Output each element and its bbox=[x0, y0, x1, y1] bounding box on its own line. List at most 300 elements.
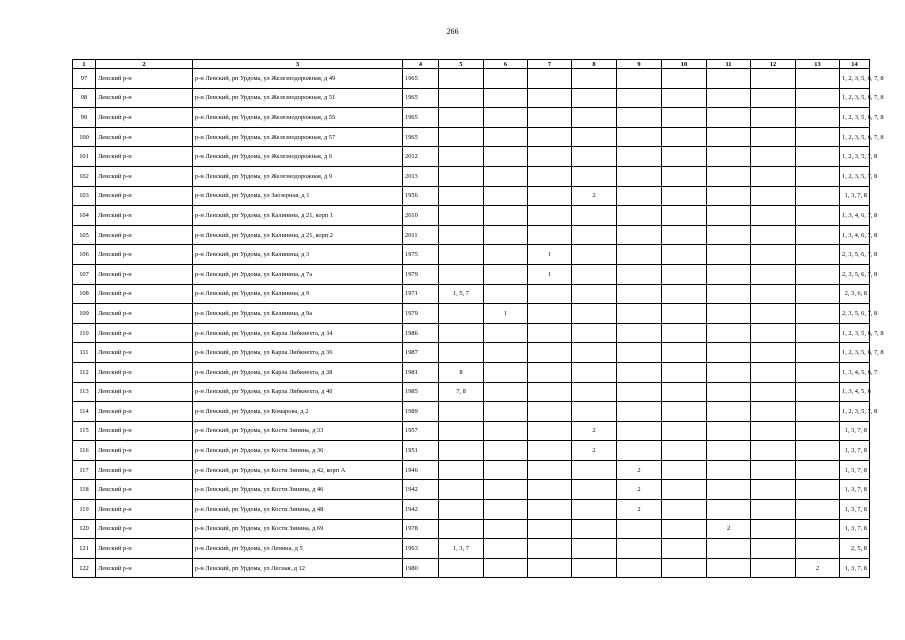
cell-col-5 bbox=[439, 245, 484, 265]
cell-col-12 bbox=[751, 343, 796, 363]
cell-col-10 bbox=[662, 500, 707, 520]
cell-col-11 bbox=[707, 264, 751, 284]
cell-col-7 bbox=[528, 186, 572, 206]
cell-district: Ленский р-н bbox=[96, 147, 193, 167]
column-header-9: 9 bbox=[617, 60, 662, 69]
cell-col-10 bbox=[662, 225, 707, 245]
cell-col-10 bbox=[662, 88, 707, 108]
cell-col-12 bbox=[751, 225, 796, 245]
table-row bbox=[73, 108, 870, 128]
cell-col-5 bbox=[439, 166, 484, 186]
cell-col-5 bbox=[439, 147, 484, 167]
cell-address: р-н Ленский, рп Урдома, ул Калинина, д 9а bbox=[193, 304, 403, 324]
cell-col-11 bbox=[707, 460, 751, 480]
cell-district: Ленский р-н bbox=[96, 323, 193, 343]
cell-district: Ленский р-н bbox=[96, 480, 193, 500]
table-row bbox=[73, 284, 870, 304]
header-row bbox=[73, 60, 870, 69]
cell-col-8 bbox=[572, 539, 617, 559]
cell-col-13 bbox=[796, 88, 840, 108]
cell-col-12 bbox=[751, 500, 796, 520]
cell-build-year: 1963 bbox=[403, 539, 439, 559]
cell-row-number: 115 bbox=[73, 421, 96, 441]
cell-col-6 bbox=[484, 147, 528, 167]
cell-col-5 bbox=[439, 558, 484, 578]
cell-col-6 bbox=[484, 539, 528, 559]
cell-col-10 bbox=[662, 441, 707, 461]
cell-row-number: 108 bbox=[73, 284, 96, 304]
cell-col-12 bbox=[751, 147, 796, 167]
cell-col-11 bbox=[707, 225, 751, 245]
cell-col-7 bbox=[528, 362, 572, 382]
cell-col-6 bbox=[484, 402, 528, 422]
cell-col-8 bbox=[572, 225, 617, 245]
cell-row-number: 111 bbox=[73, 343, 96, 363]
cell-col-7 bbox=[528, 166, 572, 186]
cell-col-12 bbox=[751, 284, 796, 304]
cell-col-7: 1 bbox=[528, 245, 572, 265]
cell-col-5 bbox=[439, 519, 484, 539]
cell-col-8 bbox=[572, 343, 617, 363]
cell-col-8 bbox=[572, 480, 617, 500]
cell-col-13 bbox=[796, 480, 840, 500]
cell-address: р-н Ленский, рп Урдома, ул Калинина, д 7а bbox=[193, 264, 403, 284]
cell-col-5 bbox=[439, 323, 484, 343]
table-row bbox=[73, 421, 870, 441]
cell-col-6 bbox=[484, 500, 528, 520]
cell-address: р-н Ленский, рп Урдома, ул Кости Зинина, д 69 bbox=[193, 519, 403, 539]
cell-col-5: 1, 5, 7 bbox=[439, 284, 484, 304]
cell-col-6 bbox=[484, 519, 528, 539]
cell-row-number: 104 bbox=[73, 206, 96, 226]
table-row bbox=[73, 500, 870, 520]
cell-address: р-н Ленский, рп Урдома, ул Калинина, д 9 bbox=[193, 284, 403, 304]
cell-build-year: 1951 bbox=[403, 441, 439, 461]
cell-col-13 bbox=[796, 519, 840, 539]
cell-col-8: 2 bbox=[572, 441, 617, 461]
table-row bbox=[73, 166, 870, 186]
cell-col-13 bbox=[796, 441, 840, 461]
cell-district: Ленский р-н bbox=[96, 88, 193, 108]
cell-col-14: 1, 2, 3, 5, 6, 7, 8 bbox=[840, 88, 870, 108]
cell-col-9 bbox=[617, 304, 662, 324]
cell-col-6 bbox=[484, 421, 528, 441]
cell-col-14: 1, 3, 7, 8 bbox=[840, 441, 870, 461]
cell-col-8 bbox=[572, 127, 617, 147]
table-row bbox=[73, 382, 870, 402]
cell-row-number: 100 bbox=[73, 127, 96, 147]
cell-col-6 bbox=[484, 460, 528, 480]
cell-col-13 bbox=[796, 284, 840, 304]
column-header-14: 14 bbox=[840, 60, 870, 69]
cell-col-6 bbox=[484, 166, 528, 186]
cell-col-9 bbox=[617, 186, 662, 206]
cell-col-9 bbox=[617, 421, 662, 441]
cell-col-8 bbox=[572, 206, 617, 226]
cell-district: Ленский р-н bbox=[96, 421, 193, 441]
cell-col-11: 2 bbox=[707, 519, 751, 539]
table-row bbox=[73, 539, 870, 559]
cell-district: Ленский р-н bbox=[96, 166, 193, 186]
cell-row-number: 97 bbox=[73, 69, 96, 89]
cell-col-6 bbox=[484, 225, 528, 245]
cell-col-9 bbox=[617, 147, 662, 167]
cell-build-year: 1989 bbox=[403, 402, 439, 422]
cell-col-7 bbox=[528, 441, 572, 461]
cell-col-14: 2, 3, 6, 8 bbox=[840, 284, 870, 304]
cell-col-13 bbox=[796, 166, 840, 186]
column-header-12: 12 bbox=[751, 60, 796, 69]
cell-col-11 bbox=[707, 304, 751, 324]
cell-col-13 bbox=[796, 245, 840, 265]
cell-row-number: 106 bbox=[73, 245, 96, 265]
cell-col-7 bbox=[528, 88, 572, 108]
cell-col-10 bbox=[662, 284, 707, 304]
cell-address: р-н Ленский, рп Урдома, ул Калинина, д 21, корп 2 bbox=[193, 225, 403, 245]
cell-col-6 bbox=[484, 206, 528, 226]
cell-row-number: 110 bbox=[73, 323, 96, 343]
cell-col-10 bbox=[662, 519, 707, 539]
cell-col-10 bbox=[662, 402, 707, 422]
cell-col-9 bbox=[617, 225, 662, 245]
cell-district: Ленский р-н bbox=[96, 539, 193, 559]
cell-col-12 bbox=[751, 323, 796, 343]
cell-col-11 bbox=[707, 88, 751, 108]
cell-address: р-н Ленский, рп Урдома, ул Кости Зинина, д 48 bbox=[193, 500, 403, 520]
cell-col-9 bbox=[617, 362, 662, 382]
cell-col-5 bbox=[439, 343, 484, 363]
cell-row-number: 99 bbox=[73, 108, 96, 128]
cell-col-9 bbox=[617, 264, 662, 284]
cell-col-14: 1, 3, 4, 6, 7, 8 bbox=[840, 206, 870, 226]
cell-col-13 bbox=[796, 304, 840, 324]
column-header-3: 3 bbox=[193, 60, 403, 69]
page-number: 266 bbox=[446, 27, 459, 36]
column-header-2: 2 bbox=[96, 60, 193, 69]
cell-district: Ленский р-н bbox=[96, 304, 193, 324]
cell-address: р-н Ленский, рп Урдома, ул Железнодорожная, д 55 bbox=[193, 108, 403, 128]
cell-col-9 bbox=[617, 88, 662, 108]
cell-col-7 bbox=[528, 382, 572, 402]
cell-address: р-н Ленский, рп Урдома, ул Железнодорожная, д 9 bbox=[193, 166, 403, 186]
cell-col-14: 1, 3, 4, 6, 7, 8 bbox=[840, 225, 870, 245]
cell-col-13 bbox=[796, 225, 840, 245]
cell-col-11 bbox=[707, 362, 751, 382]
table-row bbox=[73, 441, 870, 461]
column-header-13: 13 bbox=[796, 60, 840, 69]
cell-district: Ленский р-н bbox=[96, 186, 193, 206]
cell-col-6 bbox=[484, 343, 528, 363]
table-header bbox=[73, 60, 870, 69]
cell-build-year: 1981 bbox=[403, 362, 439, 382]
cell-col-8 bbox=[572, 558, 617, 578]
cell-address: р-н Ленский, рп Урдома, ул Железнодорожная, д 57 bbox=[193, 127, 403, 147]
cell-col-5 bbox=[439, 88, 484, 108]
column-header-11: 11 bbox=[707, 60, 751, 69]
cell-build-year: 1965 bbox=[403, 108, 439, 128]
table-row bbox=[73, 127, 870, 147]
cell-col-7 bbox=[528, 225, 572, 245]
cell-build-year: 1957 bbox=[403, 421, 439, 441]
cell-build-year: 2011 bbox=[403, 225, 439, 245]
cell-col-14: 2, 3, 5, 6, 7, 8 bbox=[840, 304, 870, 324]
cell-col-8 bbox=[572, 245, 617, 265]
cell-col-14: 1, 2, 3, 5, 7, 8 bbox=[840, 147, 870, 167]
cell-col-14: 1, 3, 4, 5, 6, 7 bbox=[840, 362, 870, 382]
cell-col-10 bbox=[662, 304, 707, 324]
cell-col-9: 2 bbox=[617, 460, 662, 480]
cell-col-11 bbox=[707, 206, 751, 226]
table-row bbox=[73, 402, 870, 422]
cell-col-5: 8 bbox=[439, 362, 484, 382]
cell-col-7 bbox=[528, 284, 572, 304]
cell-district: Ленский р-н bbox=[96, 519, 193, 539]
cell-col-9 bbox=[617, 343, 662, 363]
cell-col-10 bbox=[662, 127, 707, 147]
cell-col-8 bbox=[572, 500, 617, 520]
cell-col-9 bbox=[617, 284, 662, 304]
cell-col-6 bbox=[484, 480, 528, 500]
cell-build-year: 1975 bbox=[403, 245, 439, 265]
cell-col-12 bbox=[751, 127, 796, 147]
cell-col-13 bbox=[796, 539, 840, 559]
cell-col-13 bbox=[796, 323, 840, 343]
cell-row-number: 103 bbox=[73, 186, 96, 206]
cell-col-12 bbox=[751, 88, 796, 108]
column-header-8: 8 bbox=[572, 60, 617, 69]
cell-col-11 bbox=[707, 166, 751, 186]
cell-address: р-н Ленский, рп Урдома, ул Кости Зинина, д 33 bbox=[193, 421, 403, 441]
cell-col-7 bbox=[528, 421, 572, 441]
cell-col-14: 2, 3, 5, 6, 7, 8 bbox=[840, 245, 870, 265]
table-row bbox=[73, 206, 870, 226]
cell-col-5 bbox=[439, 304, 484, 324]
cell-col-11 bbox=[707, 108, 751, 128]
cell-col-7 bbox=[528, 147, 572, 167]
table-row bbox=[73, 69, 870, 89]
cell-col-9 bbox=[617, 69, 662, 89]
table-row bbox=[73, 480, 870, 500]
cell-col-8 bbox=[572, 304, 617, 324]
cell-col-13 bbox=[796, 362, 840, 382]
cell-row-number: 107 bbox=[73, 264, 96, 284]
column-header-6: 6 bbox=[484, 60, 528, 69]
cell-col-10 bbox=[662, 166, 707, 186]
cell-address: р-н Ленский, рп Урдома, ул Карла Либкнехта, д 40 bbox=[193, 382, 403, 402]
cell-col-9 bbox=[617, 245, 662, 265]
cell-district: Ленский р-н bbox=[96, 225, 193, 245]
cell-build-year: 2013 bbox=[403, 166, 439, 186]
cell-col-8 bbox=[572, 460, 617, 480]
cell-col-11 bbox=[707, 558, 751, 578]
cell-district: Ленский р-н bbox=[96, 108, 193, 128]
cell-col-8 bbox=[572, 519, 617, 539]
cell-col-11 bbox=[707, 500, 751, 520]
cell-col-11 bbox=[707, 245, 751, 265]
cell-address: р-н Ленский, рп Урдома, ул Железнодорожная, д 6 bbox=[193, 147, 403, 167]
cell-col-10 bbox=[662, 362, 707, 382]
table-row bbox=[73, 264, 870, 284]
cell-col-10 bbox=[662, 264, 707, 284]
cell-col-12 bbox=[751, 69, 796, 89]
cell-col-7 bbox=[528, 480, 572, 500]
cell-col-14: 1, 2, 3, 5, 7, 8 bbox=[840, 166, 870, 186]
cell-col-11 bbox=[707, 69, 751, 89]
table-row bbox=[73, 225, 870, 245]
cell-col-11 bbox=[707, 402, 751, 422]
cell-col-10 bbox=[662, 245, 707, 265]
cell-build-year: 1987 bbox=[403, 343, 439, 363]
cell-col-6 bbox=[484, 284, 528, 304]
cell-col-12 bbox=[751, 460, 796, 480]
cell-col-11 bbox=[707, 186, 751, 206]
cell-col-9 bbox=[617, 382, 662, 402]
cell-col-7 bbox=[528, 206, 572, 226]
column-header-7: 7 bbox=[528, 60, 572, 69]
cell-col-13 bbox=[796, 402, 840, 422]
cell-col-10 bbox=[662, 323, 707, 343]
cell-col-6 bbox=[484, 264, 528, 284]
cell-col-13 bbox=[796, 127, 840, 147]
cell-district: Ленский р-н bbox=[96, 69, 193, 89]
table-row bbox=[73, 460, 870, 480]
cell-col-12 bbox=[751, 186, 796, 206]
cell-col-7 bbox=[528, 343, 572, 363]
cell-col-11 bbox=[707, 539, 751, 559]
cell-build-year: 1978 bbox=[403, 519, 439, 539]
cell-col-5 bbox=[439, 480, 484, 500]
cell-col-7 bbox=[528, 500, 572, 520]
cell-row-number: 112 bbox=[73, 362, 96, 382]
cell-col-14: 1, 2, 3, 5, 6, 7, 8 bbox=[840, 69, 870, 89]
cell-address: р-н Ленский, рп Урдома, ул Кости Зинина, д 42, корп А bbox=[193, 460, 403, 480]
cell-col-13 bbox=[796, 500, 840, 520]
cell-col-8 bbox=[572, 69, 617, 89]
cell-col-12 bbox=[751, 304, 796, 324]
cell-district: Ленский р-н bbox=[96, 343, 193, 363]
cell-address: р-н Ленский, рп Урдома, ул Лесная, д 12 bbox=[193, 558, 403, 578]
cell-col-11 bbox=[707, 127, 751, 147]
cell-col-13 bbox=[796, 206, 840, 226]
cell-row-number: 118 bbox=[73, 480, 96, 500]
cell-col-13 bbox=[796, 421, 840, 441]
cell-district: Ленский р-н bbox=[96, 264, 193, 284]
cell-build-year: 1986 bbox=[403, 323, 439, 343]
cell-district: Ленский р-н bbox=[96, 558, 193, 578]
table-row bbox=[73, 343, 870, 363]
cell-build-year: 1985 bbox=[403, 382, 439, 402]
cell-col-14: 1, 3, 7, 8 bbox=[840, 480, 870, 500]
cell-row-number: 109 bbox=[73, 304, 96, 324]
cell-col-7 bbox=[528, 69, 572, 89]
cell-address: р-н Ленский, рп Урдома, ул Кости Зинина, д 36 bbox=[193, 441, 403, 461]
cell-col-12 bbox=[751, 558, 796, 578]
cell-col-5: 1, 3, 7 bbox=[439, 539, 484, 559]
column-header-4: 4 bbox=[403, 60, 439, 69]
table-row bbox=[73, 362, 870, 382]
cell-col-12 bbox=[751, 421, 796, 441]
cell-district: Ленский р-н bbox=[96, 500, 193, 520]
cell-col-13 bbox=[796, 108, 840, 128]
cell-col-10 bbox=[662, 69, 707, 89]
cell-row-number: 121 bbox=[73, 539, 96, 559]
cell-col-14: 1, 3, 7, 8 bbox=[840, 421, 870, 441]
cell-col-5 bbox=[439, 402, 484, 422]
cell-col-14: 1, 2, 3, 5, 6, 7, 8 bbox=[840, 343, 870, 363]
cell-col-12 bbox=[751, 402, 796, 422]
cell-col-14: 1, 3, 7, 8 bbox=[840, 500, 870, 520]
table-row bbox=[73, 323, 870, 343]
cell-address: р-н Ленский, рп Урдома, ул Карла Либкнехта, д 34 bbox=[193, 323, 403, 343]
cell-address: р-н Ленский, рп Урдома, ул Калинина, д 21, корп 1 bbox=[193, 206, 403, 226]
cell-address: р-н Ленский, рп Урдома, ул Комарова, д 2 bbox=[193, 402, 403, 422]
cell-col-6 bbox=[484, 323, 528, 343]
cell-district: Ленский р-н bbox=[96, 284, 193, 304]
cell-col-6: 1 bbox=[484, 304, 528, 324]
cell-build-year: 2010 bbox=[403, 206, 439, 226]
cell-col-7 bbox=[528, 323, 572, 343]
cell-col-10 bbox=[662, 558, 707, 578]
cell-col-10 bbox=[662, 186, 707, 206]
cell-col-7: 1 bbox=[528, 264, 572, 284]
cell-col-5 bbox=[439, 186, 484, 206]
cell-col-6 bbox=[484, 245, 528, 265]
cell-col-8 bbox=[572, 264, 617, 284]
cell-col-8: 2 bbox=[572, 421, 617, 441]
cell-address: р-н Ленский, рп Урдома, ул Карла Либкнехта, д 38 bbox=[193, 362, 403, 382]
cell-col-7 bbox=[528, 127, 572, 147]
cell-col-14: 1, 2, 3, 5, 6, 7, 8 bbox=[840, 108, 870, 128]
column-header-1: 1 bbox=[73, 60, 96, 69]
cell-col-10 bbox=[662, 206, 707, 226]
table-body bbox=[73, 69, 884, 578]
cell-col-11 bbox=[707, 323, 751, 343]
cell-col-12 bbox=[751, 519, 796, 539]
table-row bbox=[73, 304, 870, 324]
cell-col-9 bbox=[617, 558, 662, 578]
cell-col-13: 2 bbox=[796, 558, 840, 578]
cell-col-5 bbox=[439, 206, 484, 226]
cell-col-5: 7, 8 bbox=[439, 382, 484, 402]
cell-build-year: 1965 bbox=[403, 88, 439, 108]
cell-row-number: 116 bbox=[73, 441, 96, 461]
cell-col-6 bbox=[484, 441, 528, 461]
cell-district: Ленский р-н bbox=[96, 127, 193, 147]
cell-build-year: 1965 bbox=[403, 69, 439, 89]
cell-col-6 bbox=[484, 362, 528, 382]
cell-row-number: 122 bbox=[73, 558, 96, 578]
cell-col-6 bbox=[484, 558, 528, 578]
cell-col-9: 2 bbox=[617, 480, 662, 500]
cell-col-8 bbox=[572, 323, 617, 343]
cell-build-year: 1956 bbox=[403, 186, 439, 206]
cell-col-13 bbox=[796, 382, 840, 402]
cell-district: Ленский р-н bbox=[96, 441, 193, 461]
cell-col-10 bbox=[662, 539, 707, 559]
cell-address: р-н Ленский, рп Урдома, ул Железнодорожная, д 49 bbox=[193, 69, 403, 89]
cell-col-5 bbox=[439, 108, 484, 128]
cell-col-11 bbox=[707, 441, 751, 461]
cell-address: р-н Ленский, рп Урдома, ул Ленина, д 5 bbox=[193, 539, 403, 559]
cell-col-8 bbox=[572, 402, 617, 422]
cell-row-number: 98 bbox=[73, 88, 96, 108]
cell-address: р-н Ленский, рп Урдома, ул Карла Либкнехта, д 36 bbox=[193, 343, 403, 363]
cell-col-7 bbox=[528, 304, 572, 324]
column-header-10: 10 bbox=[662, 60, 707, 69]
cell-col-14: 1, 2, 3, 5, 7, 8 bbox=[840, 402, 870, 422]
cell-col-13 bbox=[796, 460, 840, 480]
cell-col-12 bbox=[751, 382, 796, 402]
